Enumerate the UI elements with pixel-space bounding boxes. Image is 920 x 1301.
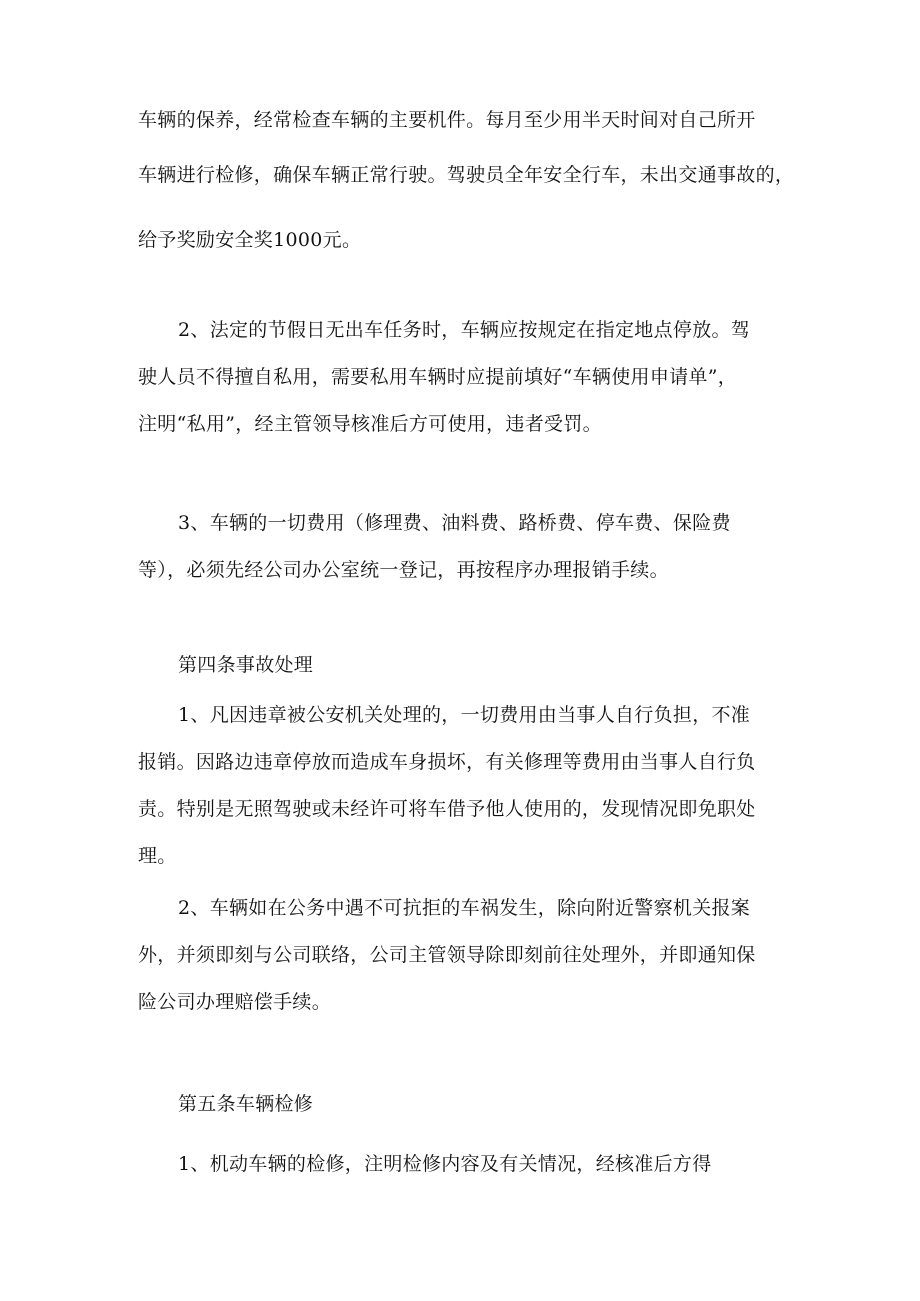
text-line: 责。特别是无照驾驶或未经许可将车借予他人使用的，发现情况即免职处 (138, 798, 756, 820)
paragraph-start: 3、车辆的一切费用（修理费、油料费、路桥费、停车费、保险费 (178, 512, 731, 534)
text-line: 险公司办理赔偿手续。 (138, 991, 332, 1013)
text-line: 报销。因路边违章停放而造成车身损坏，有关修理等费用由当事人自行负 (138, 751, 756, 773)
paragraph-start: 2、法定的节假日无出车任务时，车辆应按规定在指定地点停放。驾 (178, 319, 751, 341)
text-line: 外，并须即刻与公司联络，公司主管领导除即刻前往处理外，并即通知保 (138, 944, 756, 966)
text-line: 给予奖励安全奖1000元。 (138, 229, 362, 251)
paragraph-start: 2、车辆如在公务中遇不可抗拒的车祸发生，除向附近警察机关报案 (178, 897, 751, 919)
text-line: 理。 (138, 845, 177, 867)
section-heading: 第四条事故处理 (178, 654, 314, 676)
paragraph-start: 1、凡因违章被公安机关处理的，一切费用由当事人自行负担，不准 (178, 704, 751, 726)
section-heading: 第五条车辆检修 (178, 1093, 314, 1115)
text-line: 注明“私用”，经主管领导核准后方可使用，违者受罚。 (138, 413, 602, 435)
text-line: 等），必须先经公司办公室统一登记，再按程序办理报销手续。 (138, 559, 669, 581)
text-line: 车辆进行检修，确保车辆正常行驶。驾驶员全年安全行车，未出交通事故的， (138, 164, 795, 186)
paragraph-start: 1、机动车辆的检修，注明检修内容及有关情况，经核准后方得 (178, 1153, 712, 1175)
text-line: 驶人员不得擅自私用，需要私用车辆时应提前填好“车辆使用申请单”， (138, 366, 738, 388)
text-line: 车辆的保养，经常检查车辆的主要机件。每月至少用半天时间对自己所开 (138, 109, 756, 131)
